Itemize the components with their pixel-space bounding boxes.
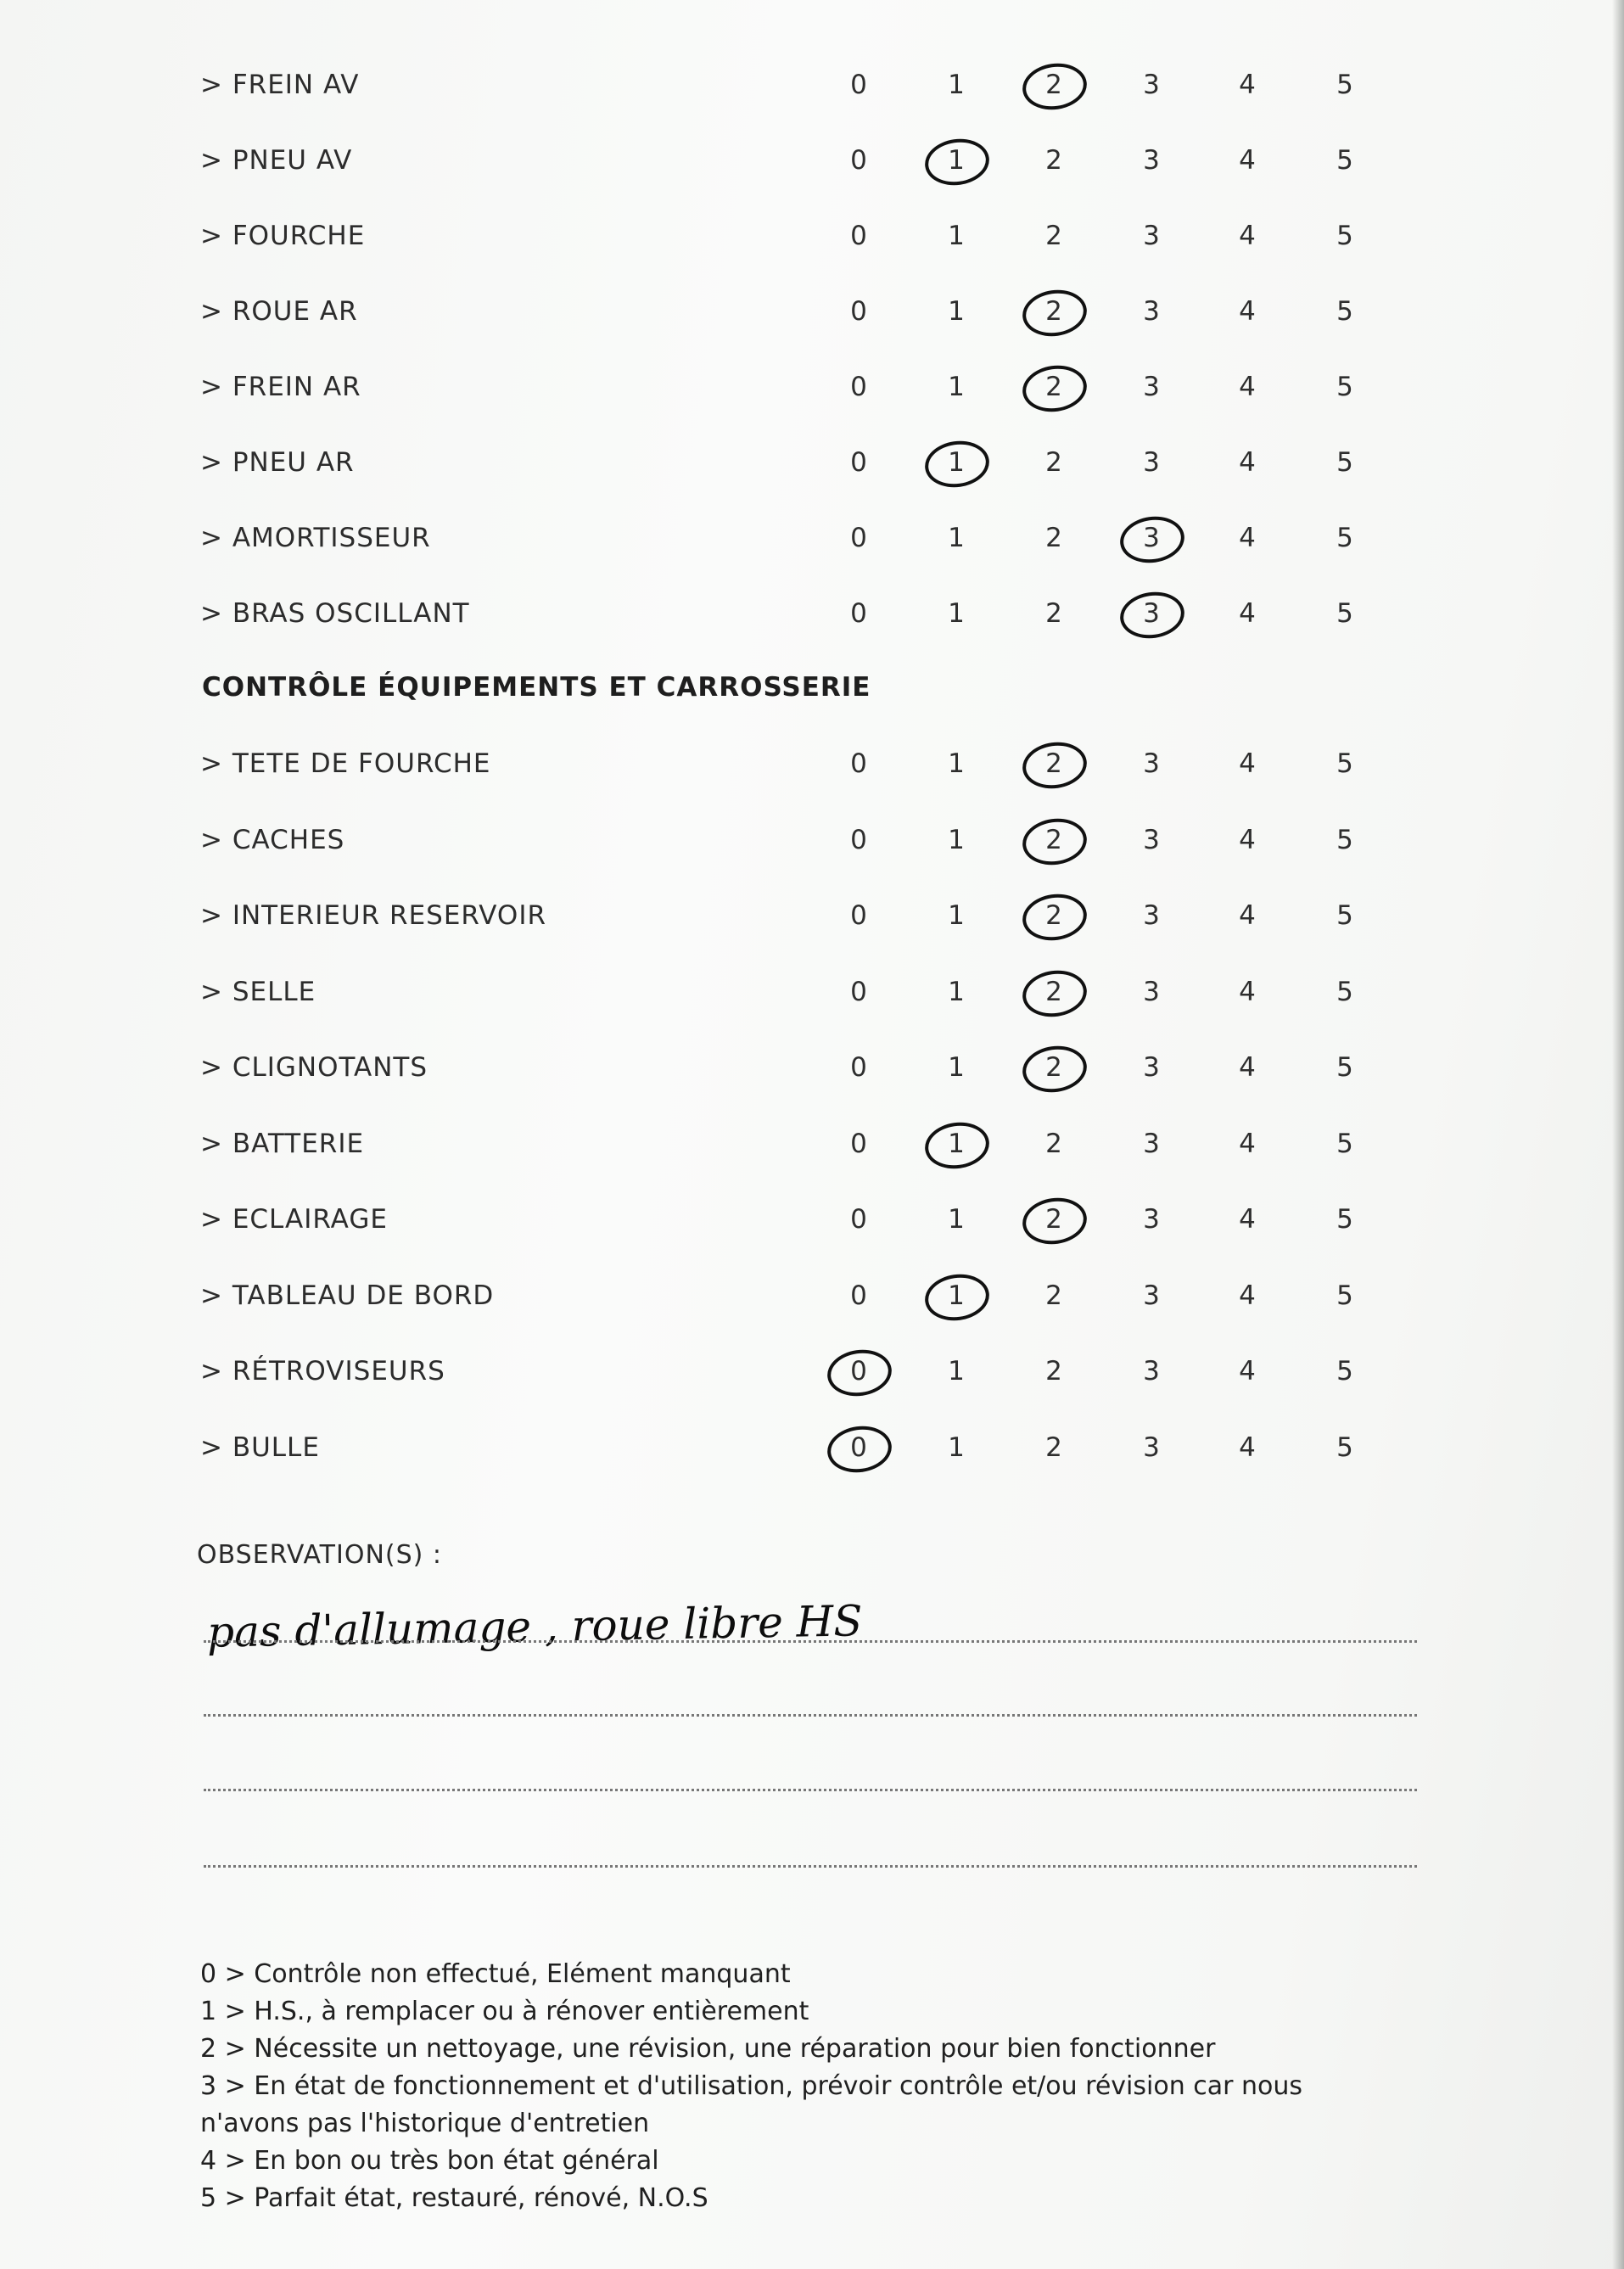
inspection-row bbox=[0, 966, 1624, 1017]
inspection-row bbox=[0, 1042, 1624, 1093]
score-option-circled[interactable]: 2 bbox=[1020, 59, 1088, 110]
score-option[interactable]: 1 bbox=[948, 1204, 965, 1235]
score-option[interactable]: 4 bbox=[1239, 824, 1256, 855]
score-option-circled[interactable]: 2 bbox=[1020, 1194, 1088, 1245]
row-label: > INTERIEUR RESERVOIR bbox=[200, 900, 547, 931]
row-label: > CACHES bbox=[200, 824, 345, 855]
score-option[interactable]: 0 bbox=[850, 1280, 867, 1311]
score-option[interactable]: 5 bbox=[1336, 824, 1353, 855]
row-label: > RÉTROVISEURS bbox=[200, 1356, 445, 1387]
score-option[interactable]: 4 bbox=[1239, 372, 1256, 402]
score-option[interactable]: 5 bbox=[1336, 900, 1353, 931]
legend-line: 1 > H.S., à remplacer ou à rénover entièrement bbox=[200, 1997, 809, 2026]
score-option[interactable]: 5 bbox=[1336, 1052, 1353, 1083]
score-option[interactable]: 5 bbox=[1336, 1431, 1353, 1463]
score-option[interactable]: 3 bbox=[1143, 145, 1160, 176]
inspection-row bbox=[0, 588, 1624, 639]
row-label: > PNEU AV bbox=[200, 145, 353, 176]
score-option[interactable]: 2 bbox=[1045, 1280, 1062, 1311]
score-option[interactable]: 5 bbox=[1336, 748, 1353, 779]
score-option[interactable]: 3 bbox=[1143, 447, 1160, 478]
score-option-circled[interactable]: 3 bbox=[1117, 513, 1185, 563]
score-option[interactable]: 0 bbox=[850, 70, 867, 100]
score-option[interactable]: 4 bbox=[1239, 1052, 1256, 1083]
row-label: > ROUE AR bbox=[200, 296, 358, 327]
score-option-circled[interactable]: 2 bbox=[1020, 1042, 1088, 1093]
score-option[interactable]: 1 bbox=[948, 1356, 965, 1387]
score-option[interactable]: 1 bbox=[948, 598, 965, 629]
score-option[interactable]: 4 bbox=[1239, 1280, 1256, 1311]
inspection-row bbox=[0, 1118, 1624, 1169]
inspection-row bbox=[0, 1422, 1624, 1473]
score-option-circled[interactable]: 1 bbox=[922, 437, 990, 488]
score-option[interactable]: 1 bbox=[948, 748, 965, 779]
inspection-row bbox=[0, 59, 1624, 110]
score-option[interactable]: 3 bbox=[1143, 824, 1160, 855]
score-option[interactable]: 0 bbox=[850, 221, 867, 251]
row-label: > BULLE bbox=[200, 1431, 320, 1463]
legend-line: 5 > Parfait état, restauré, rénové, N.O.S bbox=[200, 2183, 708, 2213]
inspection-row bbox=[0, 286, 1624, 337]
score-option[interactable]: 2 bbox=[1045, 221, 1062, 251]
row-label: > TETE DE FOURCHE bbox=[200, 748, 491, 779]
score-option[interactable]: 3 bbox=[1143, 1052, 1160, 1083]
score-option[interactable]: 1 bbox=[948, 1052, 965, 1083]
score-option[interactable]: 2 bbox=[1045, 523, 1062, 553]
score-option[interactable]: 2 bbox=[1045, 1431, 1062, 1463]
score-option[interactable]: 4 bbox=[1239, 976, 1256, 1007]
score-option[interactable]: 1 bbox=[948, 523, 965, 553]
score-option[interactable]: 1 bbox=[948, 296, 965, 327]
score-option[interactable]: 3 bbox=[1143, 372, 1160, 402]
score-option[interactable]: 4 bbox=[1239, 748, 1256, 779]
score-option-circled[interactable]: 0 bbox=[825, 1346, 893, 1397]
score-option[interactable]: 0 bbox=[850, 900, 867, 931]
score-option[interactable]: 3 bbox=[1143, 900, 1160, 931]
inspection-row bbox=[0, 361, 1624, 412]
inspection-row bbox=[0, 890, 1624, 941]
score-option[interactable]: 0 bbox=[850, 447, 867, 478]
legend-line: 0 > Contrôle non effectué, Elément manquant bbox=[200, 1959, 791, 1989]
inspection-row bbox=[0, 210, 1624, 261]
score-option[interactable]: 2 bbox=[1045, 1128, 1062, 1159]
score-option[interactable]: 4 bbox=[1239, 1204, 1256, 1235]
score-option[interactable]: 4 bbox=[1239, 1128, 1256, 1159]
score-option[interactable]: 4 bbox=[1239, 145, 1256, 176]
score-option[interactable]: 2 bbox=[1045, 598, 1062, 629]
score-option[interactable]: 1 bbox=[948, 372, 965, 402]
section-heading: CONTRÔLE ÉQUIPEMENTS ET CARROSSERIE bbox=[202, 672, 871, 703]
score-option[interactable]: 5 bbox=[1336, 1356, 1353, 1387]
row-label: > BRAS OSCILLANT bbox=[200, 598, 470, 629]
score-option[interactable]: 3 bbox=[1143, 748, 1160, 779]
row-label: > FREIN AV bbox=[200, 70, 360, 100]
score-option[interactable]: 4 bbox=[1239, 523, 1256, 553]
score-option[interactable]: 3 bbox=[1143, 296, 1160, 327]
legend-line: 4 > En bon ou très bon état général bbox=[200, 2146, 659, 2176]
row-label: > TABLEAU DE BORD bbox=[200, 1280, 495, 1311]
inspection-row bbox=[0, 738, 1624, 789]
row-label: > PNEU AR bbox=[200, 447, 355, 478]
inspection-row bbox=[0, 513, 1624, 563]
score-option[interactable]: 0 bbox=[850, 1128, 867, 1159]
score-option[interactable]: 5 bbox=[1336, 145, 1353, 176]
score-legend bbox=[200, 1956, 1422, 2217]
score-option-circled[interactable]: 2 bbox=[1020, 286, 1088, 337]
inspection-row bbox=[0, 135, 1624, 186]
score-option-circled[interactable]: 2 bbox=[1020, 890, 1088, 941]
observation-line bbox=[204, 1640, 1417, 1643]
score-option[interactable]: 5 bbox=[1336, 976, 1353, 1007]
score-option[interactable]: 1 bbox=[948, 221, 965, 251]
score-option[interactable]: 5 bbox=[1336, 296, 1353, 327]
score-option[interactable]: 1 bbox=[948, 824, 965, 855]
score-option[interactable]: 5 bbox=[1336, 447, 1353, 478]
observation-line bbox=[204, 1714, 1417, 1717]
inspection-row bbox=[0, 815, 1624, 866]
row-label: > AMORTISSEUR bbox=[200, 523, 431, 553]
score-option[interactable]: 0 bbox=[850, 598, 867, 629]
score-option[interactable]: 1 bbox=[948, 1431, 965, 1463]
observations-handwritten-note: pas d'allumage , roue libre HS bbox=[206, 1596, 863, 1657]
score-option-circled[interactable]: 2 bbox=[1020, 815, 1088, 866]
legend-line: n'avons pas l'historique d'entretien bbox=[200, 2109, 650, 2138]
score-option[interactable]: 4 bbox=[1239, 447, 1256, 478]
score-option-circled[interactable]: 3 bbox=[1117, 588, 1185, 639]
score-option[interactable]: 5 bbox=[1336, 372, 1353, 402]
score-option[interactable]: 4 bbox=[1239, 70, 1256, 100]
score-option[interactable]: 5 bbox=[1336, 1128, 1353, 1159]
row-label: > FOURCHE bbox=[200, 221, 366, 251]
score-option[interactable]: 0 bbox=[850, 372, 867, 402]
score-option-circled[interactable]: 0 bbox=[825, 1422, 893, 1473]
score-option[interactable]: 0 bbox=[850, 296, 867, 327]
score-option[interactable]: 3 bbox=[1143, 976, 1160, 1007]
score-option[interactable]: 2 bbox=[1045, 1356, 1062, 1387]
score-option[interactable]: 0 bbox=[850, 976, 867, 1007]
score-option[interactable]: 5 bbox=[1336, 598, 1353, 629]
score-option[interactable]: 3 bbox=[1143, 1280, 1160, 1311]
score-option-circled[interactable]: 2 bbox=[1020, 361, 1088, 412]
score-option-circled[interactable]: 1 bbox=[922, 1118, 990, 1169]
score-option[interactable]: 4 bbox=[1239, 1356, 1256, 1387]
observations-label: OBSERVATION(S) : bbox=[197, 1540, 442, 1570]
score-option[interactable]: 2 bbox=[1045, 145, 1062, 176]
score-option[interactable]: 4 bbox=[1239, 221, 1256, 251]
score-option[interactable]: 4 bbox=[1239, 296, 1256, 327]
score-option[interactable]: 4 bbox=[1239, 900, 1256, 931]
row-label: > ECLAIRAGE bbox=[200, 1204, 388, 1235]
inspection-row bbox=[0, 437, 1624, 488]
score-option-circled[interactable]: 2 bbox=[1020, 966, 1088, 1017]
score-option[interactable]: 5 bbox=[1336, 1280, 1353, 1311]
score-option-circled[interactable]: 1 bbox=[922, 135, 990, 186]
score-option[interactable]: 3 bbox=[1143, 1204, 1160, 1235]
score-option[interactable]: 0 bbox=[850, 523, 867, 553]
score-option[interactable]: 0 bbox=[850, 1204, 867, 1235]
legend-line: 3 > En état de fonctionnement et d'utilisation, prévoir contrôle et/ou révision car nous bbox=[200, 2071, 1303, 2101]
observation-line bbox=[204, 1865, 1417, 1868]
score-option[interactable]: 5 bbox=[1336, 523, 1353, 553]
observation-line bbox=[204, 1789, 1417, 1791]
score-option[interactable]: 1 bbox=[948, 900, 965, 931]
score-option[interactable]: 0 bbox=[850, 748, 867, 779]
inspection-row bbox=[0, 1270, 1624, 1321]
score-option[interactable]: 1 bbox=[948, 70, 965, 100]
score-option-circled[interactable]: 1 bbox=[922, 1270, 990, 1321]
score-option[interactable]: 5 bbox=[1336, 1204, 1353, 1235]
score-option[interactable]: 3 bbox=[1143, 1128, 1160, 1159]
score-option[interactable]: 5 bbox=[1336, 70, 1353, 100]
score-option[interactable]: 0 bbox=[850, 145, 867, 176]
inspection-row bbox=[0, 1194, 1624, 1245]
inspection-row bbox=[0, 1346, 1624, 1397]
row-label: > BATTERIE bbox=[200, 1128, 365, 1159]
score-option[interactable]: 0 bbox=[850, 1052, 867, 1083]
score-option-circled[interactable]: 2 bbox=[1020, 738, 1088, 789]
legend-line: 2 > Nécessite un nettoyage, une révision, une réparation pour bien fonctionner bbox=[200, 2034, 1216, 2064]
row-label: > SELLE bbox=[200, 976, 316, 1007]
score-option[interactable]: 1 bbox=[948, 976, 965, 1007]
score-option[interactable]: 5 bbox=[1336, 221, 1353, 251]
score-option[interactable]: 3 bbox=[1143, 1431, 1160, 1463]
score-option[interactable]: 3 bbox=[1143, 221, 1160, 251]
score-option[interactable]: 2 bbox=[1045, 447, 1062, 478]
score-option[interactable]: 4 bbox=[1239, 1431, 1256, 1463]
row-label: > FREIN AR bbox=[200, 372, 361, 402]
row-label: > CLIGNOTANTS bbox=[200, 1052, 428, 1083]
score-option[interactable]: 0 bbox=[850, 824, 867, 855]
score-option[interactable]: 4 bbox=[1239, 598, 1256, 629]
score-option[interactable]: 3 bbox=[1143, 70, 1160, 100]
score-option[interactable]: 3 bbox=[1143, 1356, 1160, 1387]
